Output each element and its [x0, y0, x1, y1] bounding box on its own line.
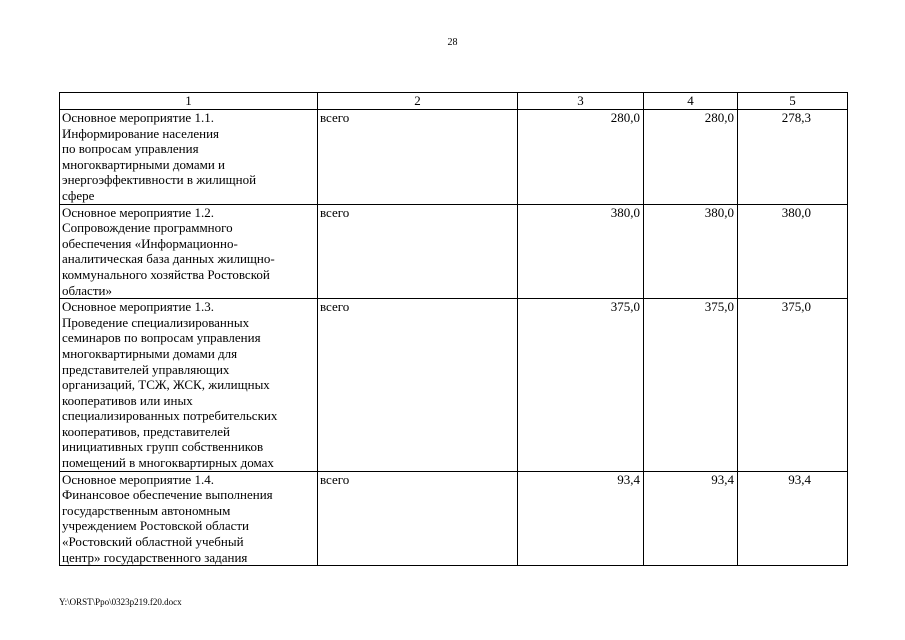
description-line: многоквартирными домами и — [62, 156, 226, 172]
description-line: коммунального хозяйства Ростовской — [62, 266, 270, 282]
file-path-footer: Y:\ORST\Ppo\0323p219.f20.docx — [59, 597, 182, 607]
description-line: обеспечения «Информационно- — [62, 235, 238, 251]
description-line: по вопросам управления — [62, 141, 199, 157]
description-line: помещений в многоквартирных домах — [62, 455, 274, 471]
value-col-5: 380,0 — [738, 204, 848, 299]
funding-type: всего — [318, 204, 518, 299]
value-col-4: 375,0 — [644, 299, 738, 472]
activity-description — [60, 471, 318, 566]
table-row — [60, 204, 848, 299]
description-line: области» — [62, 282, 112, 298]
description-line: энергоэффективности в жилищной — [62, 172, 257, 188]
value-col-4: 280,0 — [644, 110, 738, 205]
description-line: центр» государственного задания — [62, 549, 248, 565]
funding-type: всего — [318, 471, 518, 566]
table-row — [60, 471, 848, 566]
value-col-3: 380,0 — [518, 204, 644, 299]
activity-description — [60, 204, 318, 299]
description-line: сфере — [62, 187, 95, 203]
description-line: Финансовое обеспечение выполнения — [62, 487, 273, 503]
value-col-4: 93,4 — [644, 471, 738, 566]
value-col-5: 278,3 — [738, 110, 848, 205]
description-line: инициативных групп собственников — [62, 439, 264, 455]
description-line: кооперативов или иных — [62, 392, 193, 408]
description-line: Основное мероприятие 1.4. — [62, 471, 214, 487]
description-line: аналитическая база данных жилищно- — [62, 251, 275, 267]
description-line: специализированных потребительских — [62, 408, 278, 424]
value-col-4: 380,0 — [644, 204, 738, 299]
table-row — [60, 110, 848, 205]
page-number: 28 — [447, 37, 458, 48]
description-line: Основное мероприятие 1.2. — [62, 204, 214, 220]
header-col-2: 2 — [318, 93, 518, 110]
description-line: Информирование населения — [62, 125, 220, 141]
description-line: учреждением Ростовской области — [62, 518, 249, 534]
description-line: представителей управляющих — [62, 361, 230, 377]
description-line: Сопровождение программного — [62, 220, 233, 236]
description-line: семинаров по вопросам управления — [62, 330, 261, 346]
header-col-1: 1 — [60, 93, 318, 110]
value-col-3: 375,0 — [518, 299, 644, 472]
funding-type: всего — [318, 110, 518, 205]
budget-table — [59, 92, 848, 566]
table-row — [60, 299, 848, 472]
value-col-3: 280,0 — [518, 110, 644, 205]
header-row — [60, 93, 848, 110]
description-line: кооперативов, представителей — [62, 423, 230, 439]
funding-type: всего — [318, 299, 518, 472]
activity-description — [60, 110, 318, 205]
description-line: Основное мероприятие 1.1. — [62, 110, 214, 125]
value-col-5: 93,4 — [738, 471, 848, 566]
description-line: «Ростовский областной учебный — [62, 534, 244, 550]
activity-description — [60, 299, 318, 472]
value-col-5: 375,0 — [738, 299, 848, 472]
description-line: государственным автономным — [62, 502, 231, 518]
header-col-4: 4 — [644, 93, 738, 110]
value-col-3: 93,4 — [518, 471, 644, 566]
description-line: Проведение специализированных — [62, 314, 250, 330]
description-line: Основное мероприятие 1.3. — [62, 299, 214, 315]
description-line: организаций, ТСЖ, ЖСК, жилищных — [62, 377, 270, 393]
header-col-3: 3 — [518, 93, 644, 110]
header-col-5: 5 — [738, 93, 848, 110]
description-line: многоквартирными домами для — [62, 345, 238, 361]
